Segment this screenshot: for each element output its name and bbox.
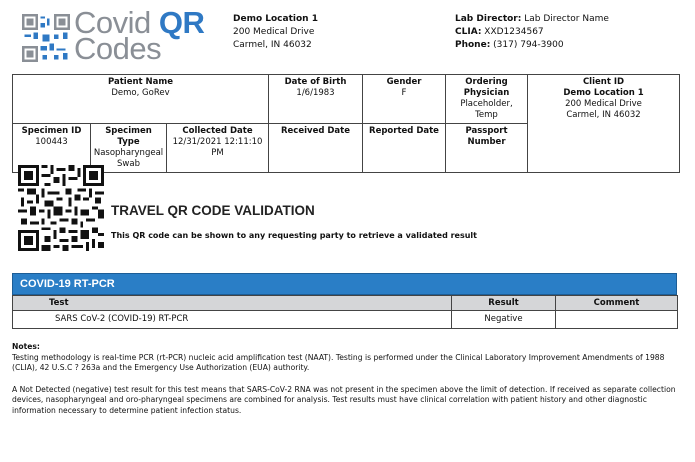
travel-qr-subtitle: This QR code can be shown to any requesting party to retrieve a validated result [111,231,477,240]
logo-word-qr: QR [158,5,205,40]
specimen-type-cell: Specimen Type Nasopharyngeal Swab [91,124,167,173]
client-name: Demo Location 1 [563,88,644,98]
notes-negative-result: A Not Detected (negative) test result for this test means that SARS-CoV-2 RNA was not present in the specimen above the limit of detection. If received as separate collection devices, nasopharyngeal and oro-pharyngeal specimens are combined for analysis. Test results must have clinical correlation with patient history and other diagnostic information necessary to determine patient infection status. [12,384,676,415]
lab-director-label: Lab Director: [455,14,522,24]
col-header-comment: Comment [556,296,678,311]
travel-qr-title: TRAVEL QR CODE VALIDATION [111,203,315,218]
dob-cell: Date of Birth 1/6/1983 [269,75,363,124]
col-header-result: Result [452,296,556,311]
specimen-id-cell: Specimen ID 100443 [13,124,91,173]
reported-date-cell: Reported Date [363,124,446,173]
col-header-test: Test [13,296,452,311]
notes-methodology: Testing methodology is real-time PCR (rt-PCR) nucleic acid amplification test (NAAT). Testing is performed under the Clinical Laboratory Improvement Amendments of 1988 (CLIA), 42 U.S.C ? 263a and the Emergency Use Authorization (EUA) authority. [12,352,665,372]
location-block [233,13,318,52]
gender-cell: Gender F [363,75,446,124]
collected-date-cell: Collected Date 12/31/2021 12:11:10 PM [167,124,269,173]
result-value: Negative [452,311,556,329]
location-address2: Carmel, IN 46032 [233,40,312,50]
covid-section-title: COVID-19 RT-PCR [20,278,115,290]
specimen-type: Nasopharyngeal Swab [93,148,164,169]
patient-name-cell: Patient Name Demo, GoRev [13,75,269,124]
lab-director: Lab Director Name [524,14,609,24]
patient-gender: F [401,88,407,98]
received-date-cell: Received Date [269,124,363,173]
lab-block [455,13,609,52]
covid-section-header [12,273,677,295]
clia-number: XXD1234567 [484,27,544,37]
specimen-id: 100443 [35,137,68,147]
patient-name: Demo, GoRev [111,88,170,98]
location-address1: 200 Medical Drive [233,27,315,37]
phone-label: Phone: [455,40,491,50]
logo-word-covid: Covid [74,5,151,40]
physician-cell: Ordering Physician Placeholder, Temp [446,75,528,124]
client-address1: 200 Medical Drive [565,99,642,109]
phone-number: (317) 794-3900 [493,40,564,50]
patient-info-table [12,74,680,173]
result-comment [556,311,678,329]
results-table [12,295,678,329]
client-address2: Carmel, IN 46032 [566,110,641,120]
ordering-physician: Placeholder, Temp [460,99,513,120]
result-test-name: SARS CoV-2 (COVID-19) RT-PCR [13,311,452,329]
logo-word-codes: Codes [74,31,162,66]
notes-heading: Notes: [12,342,40,351]
passport-number-cell: Passport Number [446,124,528,173]
logo-qr-icon [22,14,70,62]
location-name: Demo Location 1 [233,14,318,24]
clia-label: CLIA: [455,27,482,37]
notes-section [12,342,682,427]
table-row [13,311,678,329]
client-id-cell: Client ID Demo Location 1 200 Medical Drive Carmel, IN 46032 [528,75,680,173]
patient-dob: 1/6/1983 [296,88,335,98]
travel-qr-code-icon[interactable] [18,165,104,251]
covid-qr-codes-logo [22,5,212,72]
collected-date: 12/31/2021 12:11:10 PM [172,137,263,158]
